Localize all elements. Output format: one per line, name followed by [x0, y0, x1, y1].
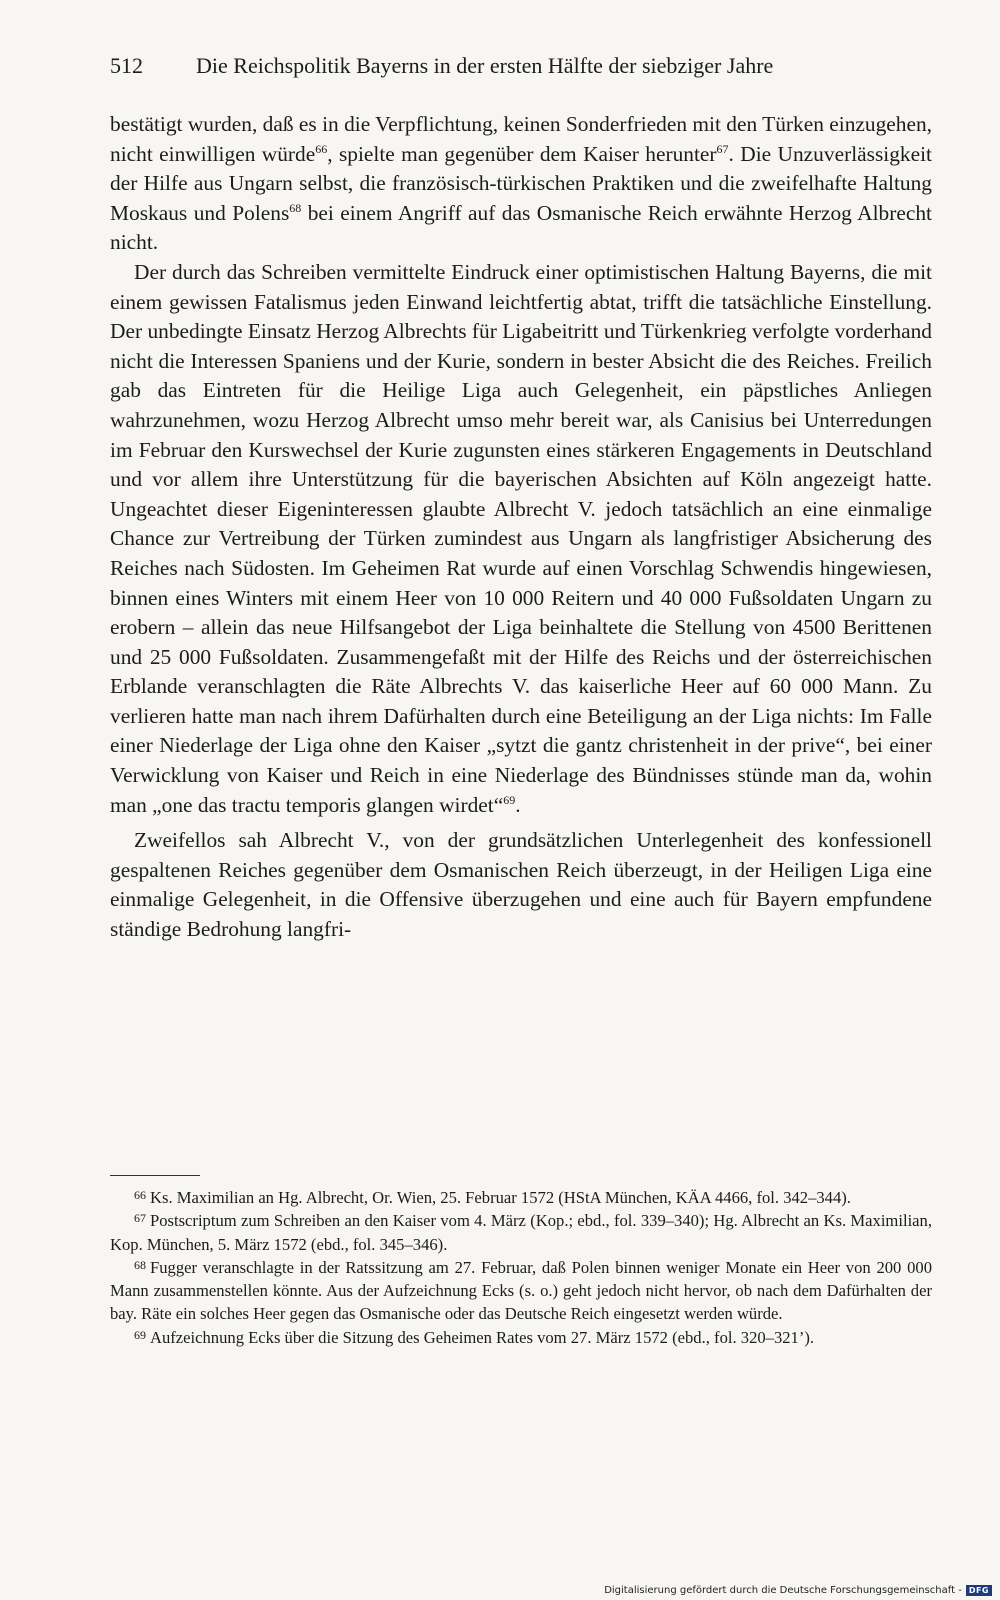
- footnotes: [110, 1186, 932, 1349]
- text-run: , spielte man gegenüber dem Kaiser herunter: [327, 141, 717, 166]
- footnote-text: Aufzeichnung Ecks über die Sitzung des Geheimen Rates vom 27. März 1572 (ebd., fol. 320–321’).: [150, 1327, 815, 1347]
- text-run: . Die Unzuverlässigkeit der Hilfe aus Ungarn selbst, die französisch-türkischen Praktiken und die zweifelhafte Haltung Moskaus und Polens: [110, 141, 932, 225]
- footnote-text: Fugger veranschlagte in der Ratssitzung am 27. Februar, daß Polen binnen weniger Monate ein Heer von 200 000 Mann zusammenstellen könnte. Aus der Aufzeichnung Ecks (s. o.) geht jedoch nicht hervor, ob nach dem Dafürhalten der bay. Räte ein solches Heer gegen das Osmanische oder das Deutsche Reich eingesetzt werden würde.: [110, 1257, 932, 1324]
- footnote-number: 66: [134, 1188, 146, 1202]
- running-head: [110, 52, 930, 80]
- text-run: .: [515, 792, 521, 817]
- footnote-67: [110, 1209, 932, 1256]
- text-run: Der durch das Schreiben vermittelte Eindruck einer optimistischen Haltung Bayerns, die mit einem gewissen Fatalismus jeden Einwand leichtfertig abtat, trifft die tatsächliche Einstellung. Der unbedingte Einsatz Herzog Albrechts für Ligabeitritt und Türkenkrieg verfolgte vorderhand nicht die Interessen Spaniens und der Kurie, sondern in bester Absicht die des Reiches. Freilich gab das Eintreten für die Heilige Liga auch Gelegenheit, ein päpstliches Anliegen wahrzunehmen, wozu Herzog Albrecht umso mehr bereit war, als Canisius bei Unterredungen im Februar den Kurswechsel der Kurie zugunsten eines stärkeren Engagements in Deutschland und vor allem ihre Unterstützung für die bayerischen Absichten auf Köln angezeigt hatte. Ungeachtet dieser Eigeninteressen glaubte Albrecht V. jedoch tatsächlich an eine einmalige Chance zur Vertreibung der Türken zumindest aus Ungarn als langfristiger Absicherung des Reiches nach Südosten. Im Geheimen Rat wurde auf einen Vorschlag Schwendis hingewiesen, binnen eines Winters mit einem Heer von 10 000 Reitern und 40 000 Fußsoldaten Ungarn zu erobern – allein das neue Hilfsangebot der Liga beinhaltete die Stellung von 4500 Berittenen und 25 000 Fußsoldaten. Zusammengefaßt mit der Hilfe des Reichs und der österreichischen Erblande veranschlagten die Räte Albrechts V. das kaiserliche Heer auf 60 000 Mann. Zu verlieren hatte man nach ihrem Dafürhalten durch eine Beteiligung an der Liga nichts: Im Falle einer Niederlage der Liga ohne den Kaiser „sytzt die gantz christenheit in der prive“, bei einer Verwicklung von Kaiser und Reich in eine Niederlage des Bündnisses stünde man da, wohin man „one das tractu temporis glangen wirdet“: [110, 259, 932, 817]
- footnote-ref-67[interactable]: 67: [716, 141, 729, 156]
- paragraph-1: [110, 110, 932, 258]
- footnote-ref-66[interactable]: 66: [315, 141, 328, 156]
- footnote-separator: [110, 1175, 200, 1176]
- page-number: 512: [110, 53, 143, 78]
- footnote-number: 68: [134, 1257, 146, 1272]
- text-run: bei einem Angriff auf das Osmanische Reich erwähnte Herzog Albrecht nicht.: [110, 200, 932, 255]
- footnote-text: Ks. Maximilian an Hg. Albrecht, Or. Wien, 25. Februar 1572 (HStA München, KÄA 4466, fol. 342–344).: [150, 1188, 851, 1207]
- text-run: Zweifellos sah Albrecht V., von der grundsätzlichen Unterlegenheit des konfessionell gespaltenen Reiches gegenüber dem Osmanischen Reich überzeugt, in der Heiligen Liga eine einmalige Gelegenheit, in die Offensive überzugehen und eine auch für Bayern empfundene ständige Bedrohung langfri-: [110, 828, 932, 942]
- footnote-ref-69[interactable]: 69: [503, 792, 516, 807]
- text-run: bestätigt wurden, daß es in die Verpflichtung, keinen Sonderfrieden mit den Türken einzugehen, nicht einwilligen würde: [110, 112, 932, 166]
- credit-text: Digitalisierung gefördert durch die Deutsche Forschungsgemeinschaft -: [604, 1585, 962, 1596]
- digitization-credit: [604, 1585, 992, 1596]
- footnote-ref-68[interactable]: 68: [289, 200, 302, 215]
- footnote-69: [110, 1326, 932, 1349]
- dfg-logo-icon: DFG: [966, 1585, 992, 1596]
- footnote-66: [110, 1186, 932, 1209]
- main-text: [110, 110, 932, 945]
- footnote-68: [110, 1256, 932, 1326]
- paragraph-3: [110, 826, 932, 944]
- footnote-text: Postscriptum zum Schreiben an den Kaiser vom 4. März (Kop.; ebd., fol. 339–340); Hg. Albrecht an Ks. Maximilian, Kop. München, 5. März 1572 (ebd., fol. 345–346).: [110, 1211, 932, 1254]
- footnote-number: 67: [134, 1211, 146, 1226]
- footnote-number: 69: [134, 1327, 146, 1342]
- paragraph-2: [110, 258, 932, 820]
- running-title: Die Reichspolitik Bayerns in der ersten Hälfte der siebziger Jahre: [196, 53, 774, 78]
